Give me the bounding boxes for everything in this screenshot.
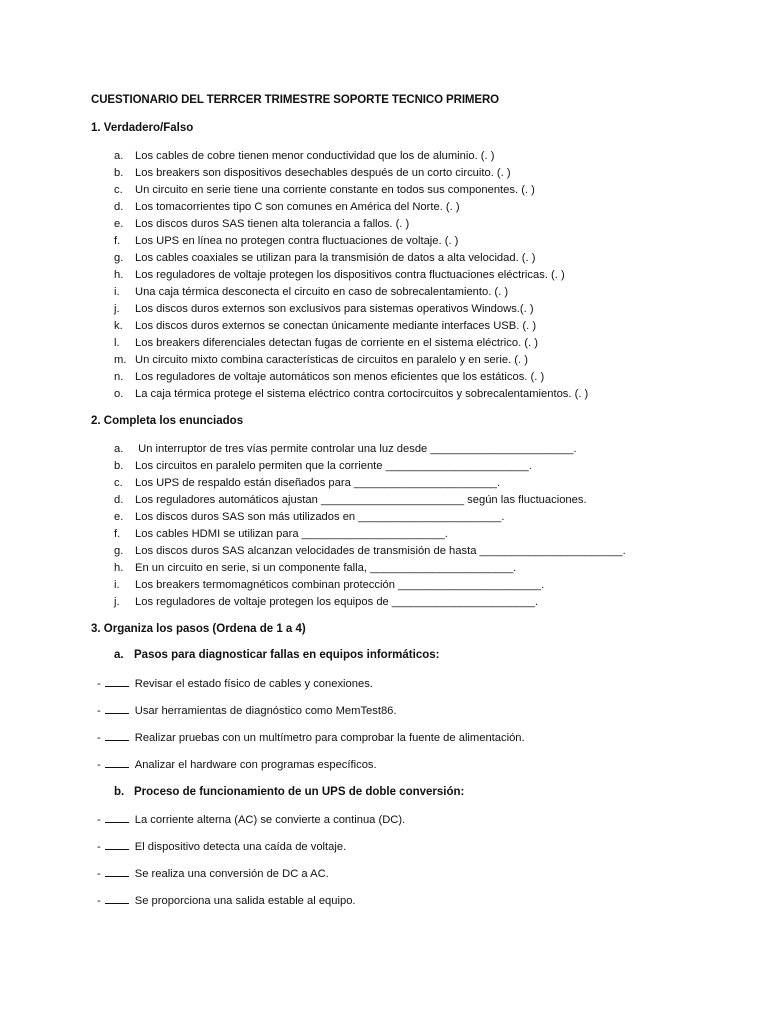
section-3a-letter: a. bbox=[114, 649, 124, 661]
list-item-text: Los discos duros SAS son más utilizados en _______________________. bbox=[135, 511, 505, 523]
list-item-text: Un circuito en serie tiene una corriente constante en todos sus componentes. (. ) bbox=[135, 184, 535, 196]
list-item-marker: d. bbox=[114, 201, 124, 213]
list-item bbox=[114, 148, 588, 165]
order-blank[interactable] bbox=[105, 757, 129, 768]
list-item bbox=[114, 475, 626, 492]
list-item-marker: a. bbox=[114, 443, 124, 455]
ups-steps-list bbox=[97, 812, 405, 920]
step-dash: - bbox=[97, 895, 101, 907]
list-item-marker: c. bbox=[114, 184, 123, 196]
section-3b-letter: b. bbox=[114, 786, 125, 798]
list-item-text: Los reguladores de voltaje automáticos son menos eficientes que los estáticos. (. ) bbox=[135, 371, 545, 383]
list-item bbox=[114, 386, 588, 403]
list-item bbox=[114, 352, 588, 369]
order-blank[interactable] bbox=[105, 839, 129, 850]
list-item bbox=[114, 216, 588, 233]
list-item bbox=[114, 458, 626, 475]
list-item-marker: h. bbox=[114, 269, 124, 281]
diagnosis-steps-list bbox=[97, 676, 525, 784]
list-item-marker: j. bbox=[114, 303, 120, 315]
list-item-text: Los discos duros externos se conectan únicamente mediante interfaces USB. (. ) bbox=[135, 320, 537, 332]
section-3b-title: Proceso de funcionamiento de un UPS de doble conversión: bbox=[134, 786, 465, 798]
list-item bbox=[114, 594, 626, 611]
section-1-heading: 1. Verdadero/Falso bbox=[91, 122, 194, 134]
list-item-text: La caja térmica protege el sistema eléctrico contra cortocircuitos y sobrecalentamientos. (. ) bbox=[135, 388, 589, 400]
step-item bbox=[97, 703, 525, 730]
step-text: La corriente alterna (AC) se convierte a continua (DC). bbox=[134, 814, 406, 826]
order-blank[interactable] bbox=[105, 893, 129, 904]
order-blank[interactable] bbox=[105, 866, 129, 877]
list-item-text: Los cables HDMI se utilizan para _______________________. bbox=[135, 528, 448, 540]
list-item bbox=[114, 182, 588, 199]
list-item-marker: j. bbox=[114, 596, 120, 608]
list-item-text: Los breakers termomagnéticos combinan protección _______________________. bbox=[135, 579, 545, 591]
list-item-marker: n. bbox=[114, 371, 124, 383]
list-item bbox=[114, 369, 588, 386]
list-item-text: Los discos duros externos son exclusivos para sistemas operativos Windows.(. ) bbox=[135, 303, 534, 315]
list-item bbox=[114, 250, 588, 267]
step-dash: - bbox=[97, 705, 101, 717]
list-item-marker: o. bbox=[114, 388, 124, 400]
list-item-marker: d. bbox=[114, 494, 124, 506]
list-item bbox=[114, 165, 588, 182]
list-item-marker: i. bbox=[114, 286, 120, 298]
list-item-marker: h. bbox=[114, 562, 124, 574]
step-item bbox=[97, 730, 525, 757]
step-text: Se proporciona una salida estable al equipo. bbox=[134, 895, 356, 907]
list-item bbox=[114, 335, 588, 352]
list-item-marker: g. bbox=[114, 252, 124, 264]
list-item-text: Los reguladores automáticos ajustan _______________________ según las fluctuaciones. bbox=[135, 494, 587, 506]
step-item bbox=[97, 812, 405, 839]
list-item-text: Los tomacorrientes tipo C son comunes en América del Norte. (. ) bbox=[135, 201, 460, 213]
list-item-marker: f. bbox=[114, 235, 121, 247]
list-item-text: Un interruptor de tres vías permite controlar una luz desde _______________________. bbox=[135, 443, 577, 455]
step-item bbox=[97, 676, 525, 703]
list-item-text: En un circuito en serie, si un componente falla, _______________________. bbox=[135, 562, 517, 574]
list-item-text: Los discos duros SAS alcanzan velocidades de transmisión de hasta _______________________. bbox=[135, 545, 626, 557]
list-item-marker: e. bbox=[114, 218, 124, 230]
list-item bbox=[114, 441, 626, 458]
list-item bbox=[114, 284, 588, 301]
list-item bbox=[114, 577, 626, 594]
list-item bbox=[114, 543, 626, 560]
list-item-marker: i. bbox=[114, 579, 120, 591]
section-2-heading: 2. Completa los enunciados bbox=[91, 415, 244, 427]
step-text: Se realiza una conversión de DC a AC. bbox=[134, 868, 329, 880]
list-item-text: Una caja térmica desconecta el circuito en caso de sobrecalentamiento. (. ) bbox=[135, 286, 509, 298]
step-dash: - bbox=[97, 732, 101, 744]
list-item-text: Los cables de cobre tienen menor conductividad que los de aluminio. (. ) bbox=[135, 150, 495, 162]
step-item bbox=[97, 893, 405, 920]
list-item-text: Los reguladores de voltaje protegen los equipos de _______________________. bbox=[135, 596, 539, 608]
list-item-marker: b. bbox=[114, 460, 124, 472]
step-text: Revisar el estado físico de cables y conexiones. bbox=[134, 678, 373, 690]
list-item-marker: l. bbox=[114, 337, 120, 349]
section-3-heading: 3. Organiza los pasos (Ordena de 1 a 4) bbox=[91, 623, 306, 635]
step-text: Realizar pruebas con un multímetro para comprobar la fuente de alimentación. bbox=[134, 732, 525, 744]
step-text: Usar herramientas de diagnóstico como MemTest86. bbox=[134, 705, 397, 717]
list-item bbox=[114, 233, 588, 250]
step-item bbox=[97, 839, 405, 866]
list-item bbox=[114, 492, 626, 509]
list-item bbox=[114, 318, 588, 335]
list-item-marker: a. bbox=[114, 150, 124, 162]
list-item bbox=[114, 560, 626, 577]
step-text: El dispositivo detecta una caída de voltaje. bbox=[134, 841, 347, 853]
order-blank[interactable] bbox=[105, 676, 129, 687]
list-item bbox=[114, 526, 626, 543]
list-item-text: Los circuitos en paralelo permiten que la corriente _______________________. bbox=[135, 460, 532, 472]
list-item-marker: m. bbox=[114, 354, 127, 366]
step-item bbox=[97, 757, 525, 784]
list-item-text: Un circuito mixto combina características de circuitos en paralelo y en serie. (. ) bbox=[135, 354, 528, 366]
step-dash: - bbox=[97, 678, 101, 690]
list-item-text: Los reguladores de voltaje protegen los dispositivos contra fluctuaciones eléctricas. (. ) bbox=[135, 269, 565, 281]
step-dash: - bbox=[97, 868, 101, 880]
step-item bbox=[97, 866, 405, 893]
section-3b-heading bbox=[114, 786, 464, 798]
list-item bbox=[114, 509, 626, 526]
step-dash: - bbox=[97, 759, 101, 771]
list-item-text: Los breakers son dispositivos desechables después de un corto circuito. (. ) bbox=[135, 167, 511, 179]
list-item-text: Los UPS de respaldo están diseñados para _______________________. bbox=[135, 477, 501, 489]
list-item-text: Los discos duros SAS tienen alta tolerancia a fallos. (. ) bbox=[135, 218, 410, 230]
order-blank[interactable] bbox=[105, 730, 129, 741]
step-dash: - bbox=[97, 814, 101, 826]
step-dash: - bbox=[97, 841, 101, 853]
list-item-text: Los cables coaxiales se utilizan para la transmisión de datos a alta velocidad. (. ) bbox=[135, 252, 536, 264]
true-false-list bbox=[114, 148, 588, 403]
list-item-text: Los breakers diferenciales detectan fugas de corriente en el sistema eléctrico. (. ) bbox=[135, 337, 538, 349]
list-item-marker: e. bbox=[114, 511, 124, 523]
list-item bbox=[114, 301, 588, 318]
list-item-marker: f. bbox=[114, 528, 121, 540]
order-blank[interactable] bbox=[105, 703, 129, 714]
list-item-marker: c. bbox=[114, 477, 123, 489]
list-item-marker: b. bbox=[114, 167, 124, 179]
list-item bbox=[114, 267, 588, 284]
step-text: Analizar el hardware con programas específicos. bbox=[134, 759, 377, 771]
list-item-text: Los UPS en línea no protegen contra fluctuaciones de voltaje. (. ) bbox=[135, 235, 459, 247]
list-item bbox=[114, 199, 588, 216]
list-item-marker: k. bbox=[114, 320, 123, 332]
list-item-marker: g. bbox=[114, 545, 124, 557]
order-blank[interactable] bbox=[105, 812, 129, 823]
section-3a-heading bbox=[114, 649, 439, 661]
fill-in-list bbox=[114, 441, 626, 611]
section-3a-title: Pasos para diagnosticar fallas en equipos informáticos: bbox=[134, 649, 440, 661]
page-title: CUESTIONARIO DEL TERRCER TRIMESTRE SOPORTE TECNICO PRIMERO bbox=[91, 94, 500, 106]
